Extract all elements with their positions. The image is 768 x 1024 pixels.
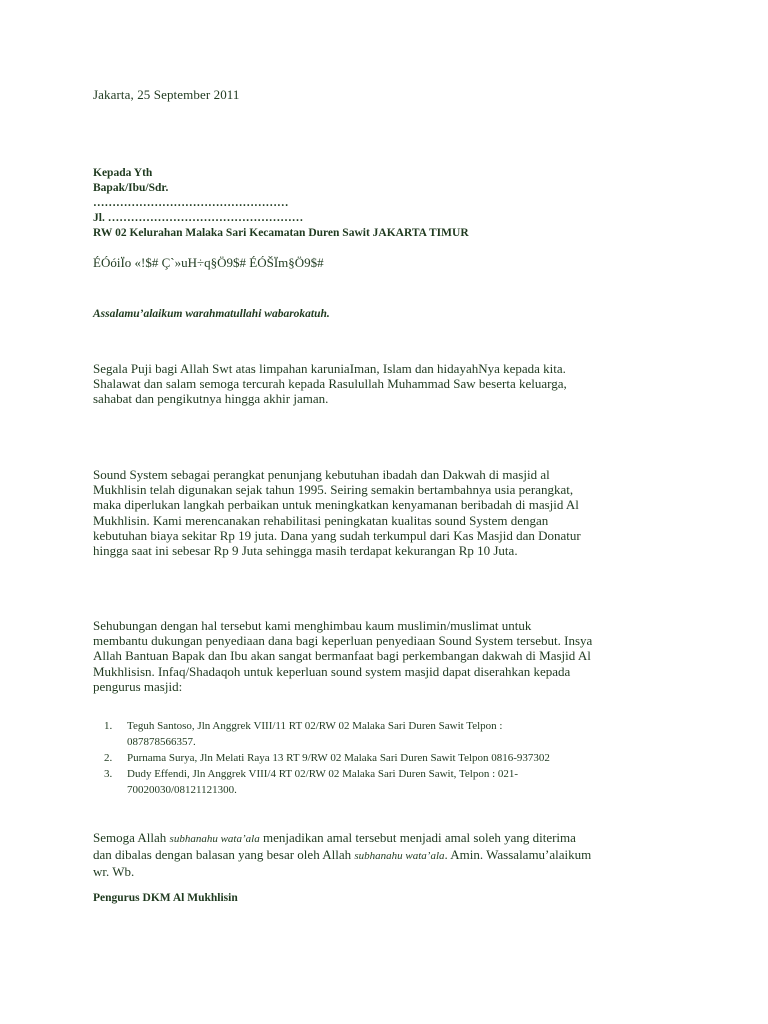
contact-line: Teguh Santoso, Jln Anggrek VIII/11 RT 02/RW 02 Malaka Sari Duren Sawit Telpon : (127, 720, 503, 732)
paragraph-line: Mukhlisin telah digunakan sejak tahun 1995. Seiring semakin bertambahnya usia perangkat, (93, 482, 574, 498)
list-item (93, 718, 550, 750)
list-item (93, 766, 550, 798)
paragraph-line: sahabat dan pengikutnya hingga akhir jaman. (93, 391, 329, 407)
contact-line: 087878566357. (127, 736, 196, 748)
paragraph-line: Shalawat dan salam semoga tercurah kepada Rasulullah Muhammad Saw beserta keluarga, (93, 376, 567, 392)
closing-text: . Amin. Wassalamu’alaikum (444, 847, 592, 863)
basmala-garbled-text: ÉÓóiÏo «!$# Ç`»uH÷q§Ö9$# ÉÓŠÏm§Ö9$# (93, 255, 324, 270)
paragraph-line: Sound System sebagai perangkat penunjang kebutuhan ibadah dan Dakwah di masjid al (93, 467, 550, 482)
contact-list (93, 718, 550, 798)
closing-text: Semoga Allah (93, 830, 170, 845)
paragraph-opening (93, 361, 683, 407)
recipient-name-dots: …………………………………………… (93, 197, 289, 209)
paragraph-line (93, 847, 683, 864)
paragraph-line: hingga saat ini sebesar Rp 9 Juta sehingga masih terdapat kekurangan Rp 10 Juta. (93, 543, 518, 559)
recipient-name-label: Bapak/Ibu/Sdr. (93, 182, 169, 194)
paragraph-line: wr. Wb. (93, 864, 135, 880)
paragraph-appeal (93, 618, 683, 694)
paragraph-line: pengurus masjid: (93, 678, 183, 694)
recipient-block (93, 166, 469, 241)
list-item (93, 750, 550, 766)
contact-line: 70020030/08121121300. (127, 784, 237, 796)
list-item-number: 3. (104, 768, 113, 780)
paragraph-line: membantu dukungan penyediaan dana bagi keperluan penyediaan Sound System tersebut. Insya (93, 633, 593, 649)
paragraph-sound-system (93, 467, 683, 558)
closing-italic: subhanahu wata’ala (169, 833, 260, 845)
recipient-district: RW 02 Kelurahan Malaka Sari Kecamatan Duren Sawit JAKARTA TIMUR (93, 227, 469, 239)
paragraph-line: Mukhlisisn. Infaq/Shadaqoh untuk keperluan sound system masjid dapat diserahkan kepada (93, 663, 571, 679)
paragraph-line: kebutuhan biaya sekitar Rp 19 juta. Dana yang sudah terkumpul dari Kas Masjid dan Donatur (93, 527, 581, 543)
letter-date: Jakarta, 25 September 2011 (93, 87, 240, 102)
list-item-number: 2. (104, 752, 113, 764)
contact-line: Purnama Surya, Jln Melati Raya 13 RT 9/RW 02 Malaka Sari Duren Sawit Telpon 0816-937302 (127, 752, 550, 764)
greeting: Assalamu’alaikum warahmatullahi wabarokatuh. (93, 308, 330, 320)
recipient-salutation: Kepada Yth (93, 167, 153, 179)
closing-italic: subhanahu wata’ala (354, 850, 445, 863)
contact-line: Dudy Effendi, Jln Anggrek VIII/4 RT 02/RW 02 Malaka Sari Duren Sawit, Telpon : 021- (127, 768, 519, 780)
paragraph-line: Mukhlisin. Kami merencanakan rehabilitasi peningkatan kualitas sound System dengan (93, 512, 549, 528)
paragraph-line: Sehubungan dengan hal tersebut kami menghimbau kaum muslimin/muslimat untuk (93, 618, 532, 633)
closing-text: menjadikan amal tersebut menjadi amal soleh yang diterima (259, 830, 576, 845)
paragraph-line (93, 830, 683, 847)
list-item-number: 1. (104, 720, 113, 732)
signature: Pengurus DKM Al Mukhlisin (93, 892, 238, 904)
recipient-street: Jl. …………………………………………… (93, 212, 304, 224)
closing-text: dan dibalas dengan balasan yang besar oleh Allah (93, 847, 355, 863)
paragraph-line: Allah Bantuan Bapak dan Ibu akan sangat bermanfaat bagi perkembangan dakwah di Masjid Al (93, 648, 591, 664)
paragraph-closing (93, 830, 683, 880)
paragraph-line: maka diperlukan langkah perbaikan untuk meningkatkan kenyamanan beribadah di masjid Al (93, 497, 579, 513)
paragraph-line: Segala Puji bagi Allah Swt atas limpahan karuniaIman, Islam dan hidayahNya kepada kita. (93, 361, 566, 376)
